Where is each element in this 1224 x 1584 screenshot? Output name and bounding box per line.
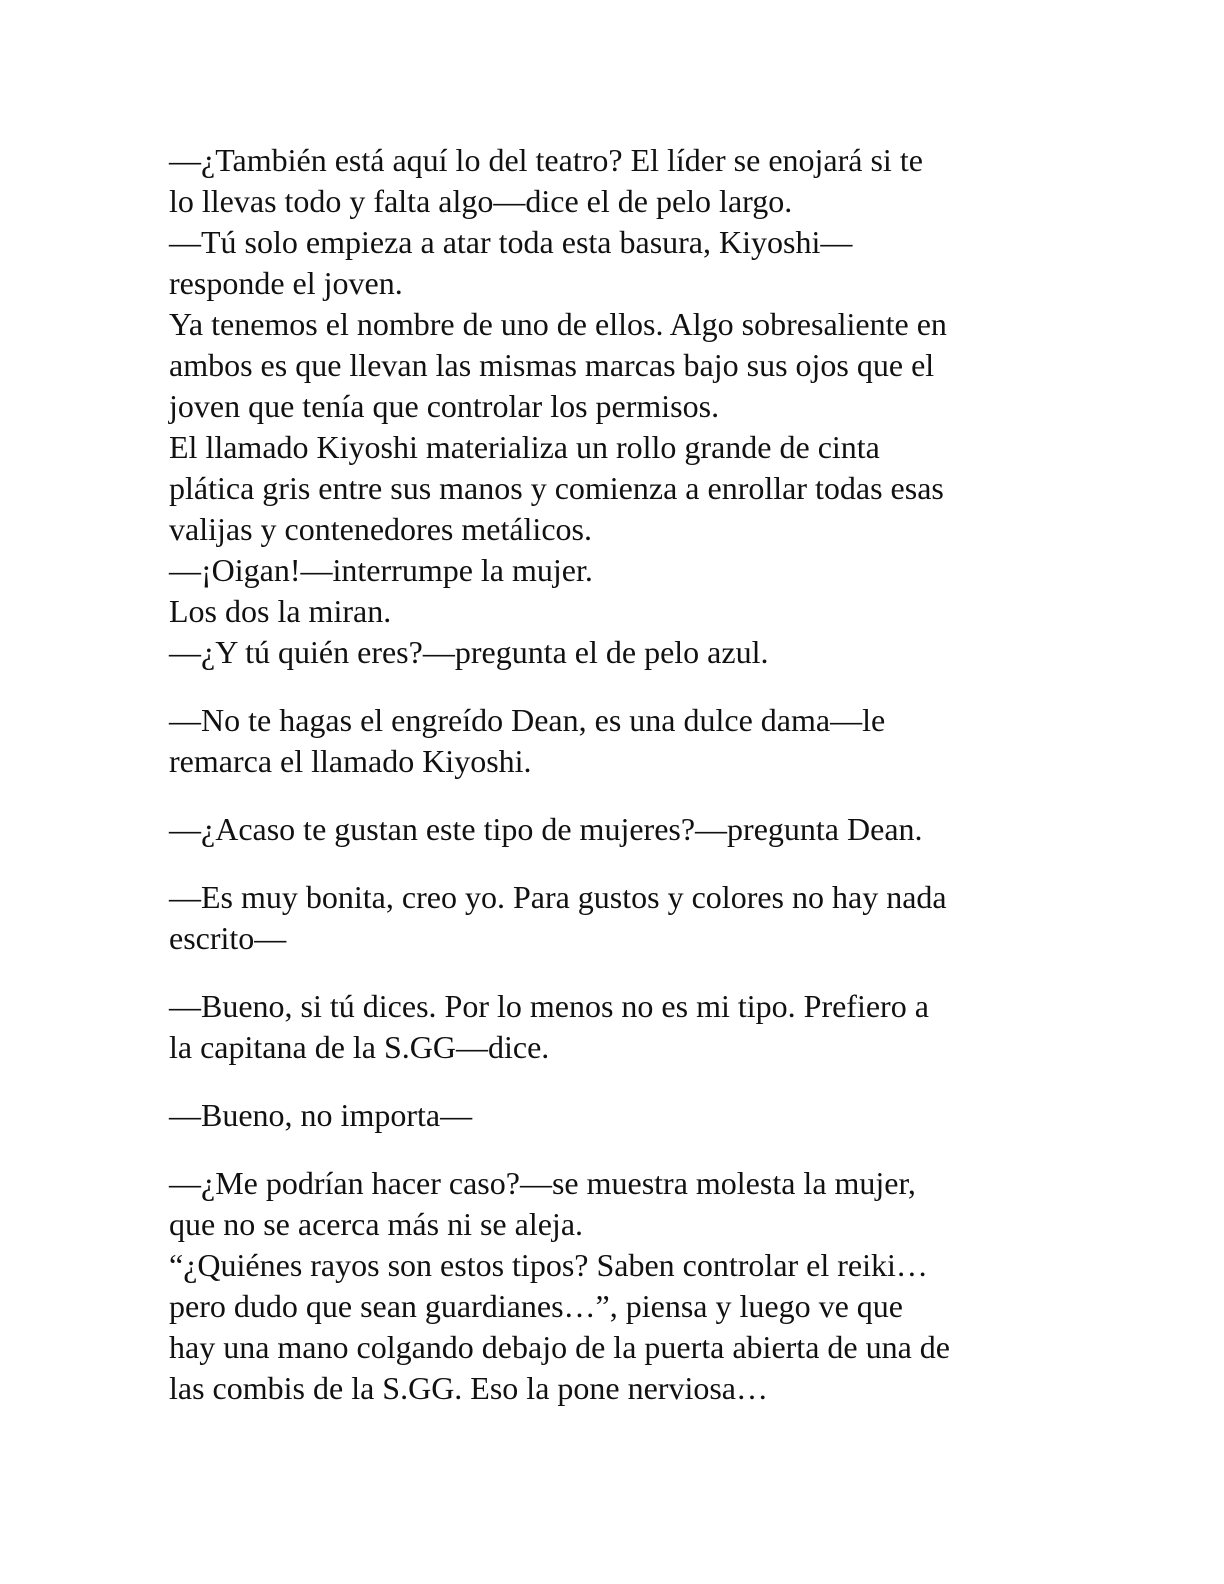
- text-line: pero dudo que sean guardianes…”, piensa y luego ve que: [169, 1288, 903, 1324]
- text-line: plática gris entre sus manos y comienza a enrollar todas esas: [169, 470, 944, 506]
- paragraph: [169, 1245, 1049, 1409]
- text-line: Los dos la miran.: [169, 593, 392, 629]
- text-line: —No te hagas el engreído Dean, es una dulce dama—le: [169, 702, 886, 738]
- text-line: las combis de la S.GG. Eso la pone nerviosa…: [169, 1370, 768, 1406]
- text-line: —Tú solo empieza a atar toda esta basura, Kiyoshi—: [169, 224, 853, 260]
- paragraph: [169, 632, 1049, 673]
- text-line: ambos es que llevan las mismas marcas bajo sus ojos que el: [169, 347, 935, 383]
- text-line: remarca el llamado Kiyoshi.: [169, 743, 532, 779]
- paragraph: [169, 427, 1049, 550]
- paragraph: [169, 809, 1049, 850]
- paragraph: [169, 550, 1049, 591]
- text-line: —¿Acaso te gustan este tipo de mujeres?—pregunta Dean.: [169, 811, 923, 847]
- paragraph: [169, 700, 1049, 782]
- paragraph: [169, 304, 1049, 427]
- text-line: El llamado Kiyoshi materializa un rollo grande de cinta: [169, 429, 880, 465]
- paragraph: [169, 140, 1049, 222]
- text-line: —¿También está aquí lo del teatro? El líder se enojará si te: [169, 142, 923, 178]
- paragraph: [169, 986, 1049, 1068]
- paragraph: [169, 877, 1049, 959]
- text-line: —¡Oigan!—interrumpe la mujer.: [169, 552, 593, 588]
- paragraph: [169, 591, 1049, 632]
- text-line: la capitana de la S.GG—dice.: [169, 1029, 550, 1065]
- text-line: Ya tenemos el nombre de uno de ellos. Algo sobresaliente en: [169, 306, 947, 342]
- text-line: valijas y contenedores metálicos.: [169, 511, 592, 547]
- paragraph: [169, 1163, 1049, 1245]
- text-line: —Bueno, si tú dices. Por lo menos no es mi tipo. Prefiero a: [169, 988, 929, 1024]
- paragraph: [169, 222, 1049, 304]
- text-line: hay una mano colgando debajo de la puerta abierta de una de: [169, 1329, 950, 1365]
- text-line: responde el joven.: [169, 265, 403, 301]
- paragraph: [169, 1095, 1049, 1136]
- text-line: joven que tenía que controlar los permisos.: [169, 388, 720, 424]
- text-line: escrito—: [169, 920, 287, 956]
- text-line: “¿Quiénes rayos son estos tipos? Saben controlar el reiki…: [169, 1247, 928, 1283]
- text-line: —Bueno, no importa—: [169, 1097, 473, 1133]
- body-text: [169, 140, 1049, 1409]
- text-line: —Es muy bonita, creo yo. Para gustos y colores no hay nada: [169, 879, 947, 915]
- text-line: —¿Me podrían hacer caso?—se muestra molesta la mujer,: [169, 1165, 916, 1201]
- text-line: —¿Y tú quién eres?—pregunta el de pelo azul.: [169, 634, 769, 670]
- text-line: lo llevas todo y falta algo—dice el de pelo largo.: [169, 183, 793, 219]
- text-line: que no se acerca más ni se aleja.: [169, 1206, 584, 1242]
